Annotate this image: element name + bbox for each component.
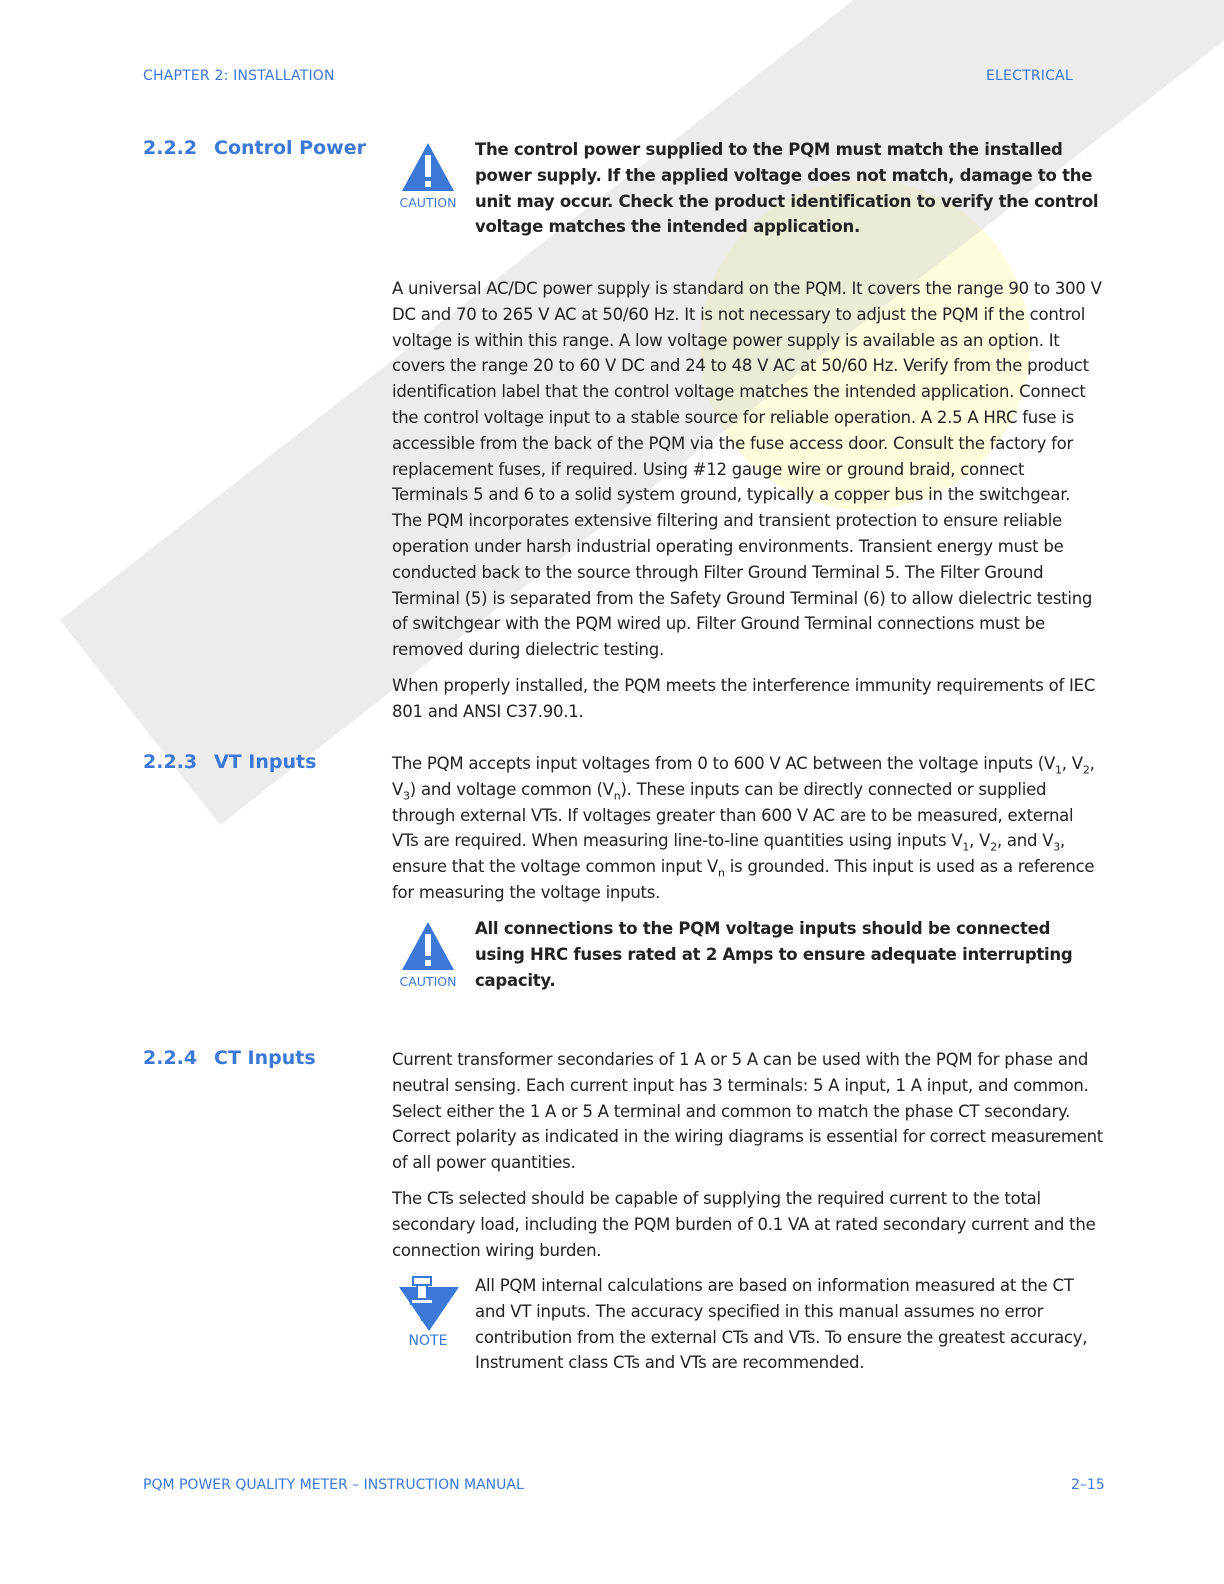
ct-inputs-body — [392, 1047, 1104, 1273]
section-number: 2.2.2 — [143, 137, 198, 159]
caution-callout — [392, 137, 1104, 240]
caution-icon — [392, 916, 464, 989]
note-icon — [392, 1273, 464, 1349]
paragraph: The CTs selected should be capable of supplying the required current to the total secondary load, including the PQM burden of 0.1 VA at rated secondary current and the connection wiring burden. — [392, 1188, 1096, 1260]
note-callout — [392, 1273, 1104, 1376]
vt-inputs-body — [392, 751, 1104, 916]
section-heading-ct-inputs — [143, 1047, 316, 1069]
section-title: CT Inputs — [214, 1047, 316, 1069]
section-title: VT Inputs — [214, 751, 317, 773]
section-number: 2.2.4 — [143, 1047, 198, 1069]
caution-label: CAUTION — [399, 195, 457, 210]
caution-label: CAUTION — [399, 974, 457, 989]
note-text: All PQM internal calculations are based on information measured at the CT and VT inputs. The accuracy specified in this manual assumes no error contribution from the external CTs and VTs. To ensure the greatest accuracy, Instrument class CTs and VTs are recommended. — [475, 1276, 1088, 1373]
footer-title: PQM POWER QUALITY METER – INSTRUCTION MANUAL — [143, 1477, 524, 1493]
paragraph: The PQM accepts input voltages from 0 to 600 V AC between the voltage inputs ($V_1$, $V_2$, $V_3$) and voltage common $(V_n)$. These inputs can be directly connected or supplied through external VTs. If voltages greater than 600 V AC are to be measured, external VTs are required. When measuring line-to-line quantities using inputs $V_1$, $V_2$, and $V_3$, ensure that the voltage common input $V_n$ is grounded. This input is used as a reference for measuring the voltage inputs. — [392, 754, 1095, 902]
section-number: 2.2.3 — [143, 751, 198, 773]
caution-text: The control power supplied to the PQM must match the installed power supply. If the applied voltage does not match, damage to the unit may occur. Check the product identification to verify the control voltage matches the intended application. — [475, 140, 1099, 237]
header-chapter: CHAPTER 2: INSTALLATION — [143, 68, 335, 84]
page-number: 2–15 — [1071, 1477, 1105, 1493]
caution-icon — [392, 137, 464, 210]
section-title: Control Power — [214, 137, 366, 159]
paragraph: A universal AC/DC power supply is standard on the PQM. It covers the range 90 to 300 V DC and 70 to 265 V AC at 50/60 Hz. It is not necessary to adjust the PQM if the control voltage is within this range. A low voltage power supply is available as an option. It covers the range 20 to 60 V DC and 24 to 48 V AC at 50/60 Hz. Verify from the product identification label that the control voltage matches the intended application. Connect the control voltage input to a stable source for reliable operation. A 2.5 A HRC fuse is accessible from the back of the PQM via the fuse access door. Consult the factory for replacement fuses, if required. Using #12 gauge wire or ground braid, connect Terminals 5 and 6 to a solid system ground, typically a copper bus in the switchgear. The PQM incorporates extensive filtering and transient protection to ensure reliable operation under harsh industrial operating environments. Transient energy must be conducted back to the source through Filter Ground Terminal 5. The Filter Ground Terminal (5) is separated from the Safety Ground Terminal (6) to allow dielectric testing of switchgear with the PQM wired up. Filter Ground Terminal connections must be removed during dielectric testing. — [392, 279, 1102, 660]
caution-callout — [392, 916, 1104, 993]
caution-text: All connections to the PQM voltage inputs should be connected using HRC fuses rated at 2 Amps to ensure adequate interrupting capacity. — [475, 919, 1073, 990]
section-heading-vt-inputs — [143, 751, 316, 773]
header-section: ELECTRICAL — [986, 68, 1073, 84]
section-heading-control-power — [143, 137, 366, 159]
note-label: NOTE — [408, 1333, 448, 1349]
paragraph: When properly installed, the PQM meets the interference immunity requirements of IEC 801 and ANSI C37.90.1. — [392, 675, 1096, 721]
control-power-body — [392, 276, 1104, 735]
paragraph: Current transformer secondaries of 1 A or 5 A can be used with the PQM for phase and neutral sensing. Each current input has 3 terminals: 5 A input, 1 A input, and common. Select either the 1 A or 5 A terminal and common to match the phase CT secondary. Correct polarity as indicated in the wiring diagrams is essential for correct measurement of all power quantities. — [392, 1050, 1104, 1173]
